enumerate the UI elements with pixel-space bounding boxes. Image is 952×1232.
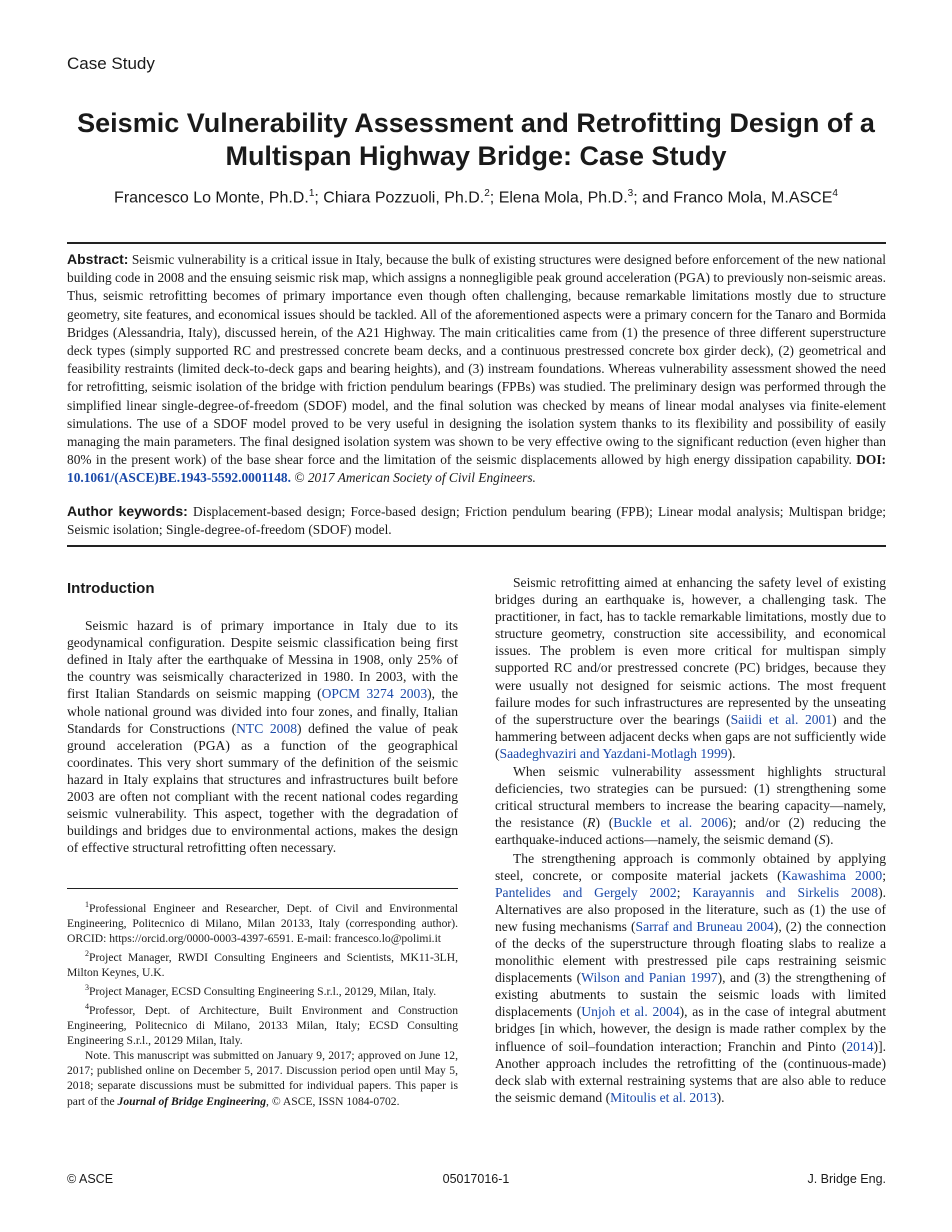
citation-link[interactable]: Saadeghvaziri and Yazdani-Motlagh 1999 xyxy=(499,745,728,761)
footnote xyxy=(67,980,458,999)
abstract-text: Seismic vulnerability is a critical issue in Italy, because the bulk of existing structures were designed before enforcement of the new national building code in 2008 and the ensuing seismic risk map, which assigns a nonnegligible peak ground acceleration (PGA) to previously non-seismic areas. Thus, seismic retrofitting becomes of primary importance even though often challenging, because remarkable limitations mostly due to structure geometry, site features, and economical issues should be tackled. All of the aforementioned aspects were a primary concern for the Tanaro and Bormida Bridges (Alessandria, Italy), discussed herein, of the A21 Highway. The main criticalities came from (1) the presence of three different superstructure deck types (simply supported RC and prestressed concrete beam decks, and a continuous prestressed concrete box girder deck), (2) geometrical and feasibility restraints (limited deck-to-deck gaps and bearing heights), and (3) instream foundations. Whereas vulnerability assessment showed the need for retrofitting, seismic isolation of the bridge with friction pendulum bearings (FPBs) was studied. The preliminary design was performed through the simplified linear single-degree-of-freedom (SDOF) model, and the final solution was checked by means of linear modal analyses via finite-element simulations. The use of a SDOF model proved to be very useful in designing the isolation system thanks to its flexibility and possibility of easily managing the main parameters. The final designed isolation system was shown to be very effective owing to the significant reduction (even higher than 80% in the present work) of the base shear force and the limitation of the seismic displacements allowed by high energy dissipation capability. xyxy=(67,252,886,468)
footnote-text: Professor, Dept. of Architecture, Built Environment and Construction Engineering, Politecnico di Milano, 20133 Milan, Italy; ECSD Consulting Engineering S.r.l., 20129 Milan, Italy. xyxy=(67,1004,458,1048)
math-symbol: R xyxy=(587,815,596,831)
text-run: The strengthening approach is commonly obtained by applying steel, concrete, or composite material jackets ( xyxy=(495,850,886,883)
text-run: ; xyxy=(882,867,886,883)
text-run: ; xyxy=(676,884,693,900)
text-run: ) and the hammering between adjacent decks when gaps are not sufficiently wide ( xyxy=(495,711,886,761)
text-run: ) defined the value of peak ground acceleration (PGA) as a function of the geographical coordinates. This very short summary of the definition of the seismic hazard in Italy explains that structures and infrastructures built before 2003 are often not compliant with the recent national codes regarding seismic vulnerability. This aspect, together with the degradation of buildings and bridges due to environmental actions, makes the design of effective structural retrofitting often necessary. xyxy=(67,720,458,856)
section-tag: Case Study xyxy=(67,54,155,73)
footnote xyxy=(67,999,458,1048)
author-separator: ; xyxy=(314,189,324,207)
citation-link[interactable]: OPCM 3274 2003 xyxy=(321,686,428,702)
footnote-text: Professional Engineer and Researcher, Dept. of Civil and Environmental Engineering, Politecnico di Milano, Milan 20133, Italy (corresponding author). ORCID: https://orcid.org/0000-0003-4397-6591. E-mail: francesco.lo@polimi.it xyxy=(67,901,458,946)
footer-journal: J. Bridge Eng. xyxy=(807,1172,886,1186)
left-column xyxy=(67,580,458,856)
right-column xyxy=(495,574,886,1106)
bottom-rule xyxy=(67,545,886,547)
footnote xyxy=(67,897,458,946)
footnote xyxy=(67,946,458,980)
citation-link[interactable]: Wilson and Panian 1997 xyxy=(581,970,718,986)
text-run: ). xyxy=(727,745,736,761)
note-tail: , © ASCE, ISSN 1084-0702. xyxy=(266,1094,400,1108)
manuscript-note xyxy=(67,1048,458,1108)
keywords-text: Displacement-based design; Force-based design; Friction pendulum bearing (FPB); Linear modal analysis; Multispan bridge; Seismic isolation; Single-degree-of-freedom (SDOF) model. xyxy=(67,504,887,538)
text-run: )]. Another approach includes the retrofitting of the (continuous-made) deck slab with external restraining systems that are also able to reduce the seismic demand ( xyxy=(495,1038,886,1105)
paragraph xyxy=(67,617,458,856)
citation-link[interactable]: Unjoh et al. 2004 xyxy=(581,1004,680,1020)
author-affiliation-mark: 2 xyxy=(484,188,490,199)
author-list xyxy=(40,188,912,207)
footnote-mark: 4 xyxy=(85,1002,89,1012)
text-run: ), and (3) the strengthening of existing abutments to sustain the seismic loads with limited displacements ( xyxy=(495,970,887,1020)
math-symbol: S xyxy=(818,832,826,848)
author-affiliation-mark: 4 xyxy=(832,188,838,199)
footer-publisher: © ASCE xyxy=(67,1172,114,1186)
paragraph xyxy=(495,763,886,848)
journal-name: Journal of Bridge Engineering xyxy=(117,1094,267,1108)
footnote-mark: 2 xyxy=(85,949,89,959)
text-run: ), (2) the connection of the decks of the superstructure through floating slabs to realize a monolithic element with prestressed pile caps restraining seismic displacements ( xyxy=(495,918,886,986)
citation-link[interactable]: 2014 xyxy=(846,1038,874,1054)
author-name: Elena Mola, Ph.D. xyxy=(498,189,628,207)
doi-label: DOI: xyxy=(856,452,886,468)
text-run: When seismic vulnerability assessment highlights structural deficiencies, two strategies can be pursued: (1) strengthening some critical structural members to increase the bearing capacity—namely, the resistance ( xyxy=(495,764,886,831)
author-separator: ; and xyxy=(633,189,674,207)
keywords-label: Author keywords: xyxy=(67,503,188,519)
author-affiliation-mark: 3 xyxy=(627,188,634,199)
text-run: ), the whole national ground was divided into four zones, and finally, Italian Standards for Constructions ( xyxy=(67,686,459,736)
text-run: ). Alternatives are also proposed in the literature, such as (1) the use of new fusing mechanisms ( xyxy=(495,884,887,934)
text-run: ), as in the case of integral abutment bridges [in which, however, the design is made rather complex by the influence of soil–foundation interaction; Franchin and Pinto ( xyxy=(495,1004,886,1054)
citation-link[interactable]: Sarraf and Bruneau 2004 xyxy=(635,918,774,934)
doi-link[interactable]: 10.1061/(ASCE)BE.1943-5592.0001148. xyxy=(67,470,291,486)
text-run: ); and/or (2) reducing the earthquake-induced actions—namely, the seismic demand ( xyxy=(495,815,886,848)
author-separator: ; xyxy=(489,189,499,207)
paragraph xyxy=(495,574,886,762)
footnote-mark: 1 xyxy=(85,900,89,909)
note-text: Note. This manuscript was submitted on January 9, 2017; approved on June 12, 2017; published online on December 5, 2017. Discussion period open until May 5, 2018; separate discussions must be submitted for individual papers. This paper is part of the xyxy=(67,1049,458,1108)
citation-link[interactable]: NTC 2008 xyxy=(236,720,298,736)
author-affiliation-mark: 1 xyxy=(308,188,315,199)
citation-link[interactable]: Kawashima 2000 xyxy=(781,867,883,883)
author-keywords xyxy=(67,502,886,539)
footnotes xyxy=(67,897,458,1109)
abstract xyxy=(67,250,886,488)
author-name: Franco Mola, M.ASCE xyxy=(673,189,833,207)
text-run: Seismic retrofitting aimed at enhancing the safety level of existing bridges during an earthquake is, however, a challenging task. The practitioner, in fact, has to tackle remarkable limitations, mostly due to structure geometry, construction site accessibility, and economical issues. The problem is even more critical for multispan simply supported RC and/or prestressed concrete (PC) bridges, because they were usually not designed for seismic actions. The most frequent failure modes for such infrastructures are represented by the unseating of the superstructure over the bearings ( xyxy=(495,575,886,727)
paper-title: Seismic Vulnerability Assessment and Retrofitting Design of a Multispan Highway Bridge: Case Study xyxy=(77,108,875,171)
footer-page-id: 05017016-1 xyxy=(442,1172,510,1186)
author-name: Francesco Lo Monte, Ph.D. xyxy=(114,189,309,207)
copyright-notice: © 2017 American Society of Civil Engineers. xyxy=(294,470,536,486)
footnote-text: Project Manager, ECSD Consulting Engineering S.r.l., 20129, Milan, Italy. xyxy=(89,985,437,999)
citation-link[interactable]: Mitoulis et al. 2013 xyxy=(610,1089,717,1105)
text-run: ). xyxy=(825,832,834,848)
footnote-mark: 3 xyxy=(85,983,89,993)
text-run: ) ( xyxy=(595,815,614,831)
author-name: Chiara Pozzuoli, Ph.D. xyxy=(323,189,485,207)
citation-link[interactable]: Karayannis and Sirkelis 2008 xyxy=(692,884,879,900)
paragraph xyxy=(495,850,886,1106)
abstract-label: Abstract: xyxy=(67,251,129,267)
footnote-rule xyxy=(67,888,458,889)
text-run: Seismic hazard is of primary importance in Italy due to its geodynamical configuration. Despite seismic classification being first defined in Italy after the earthquake of Messina in 1908, only 25% of the country was seismically characterized in 1980. In 2003, with the first Italian Standards on seismic mapping ( xyxy=(67,618,458,702)
footnote-text: Project Manager, RWDI Consulting Engineers and Scientists, MK11-3LH, Milton Keynes, U.K. xyxy=(67,951,458,980)
text-run: ). xyxy=(716,1089,725,1105)
citation-link[interactable]: Pantelides and Gergely 2002 xyxy=(495,884,677,900)
citation-link[interactable]: Buckle et al. 2006 xyxy=(613,815,729,831)
section-heading-introduction: Introduction xyxy=(67,580,155,597)
citation-link[interactable]: Saiidi et al. 2001 xyxy=(730,711,833,727)
top-rule xyxy=(67,242,886,244)
